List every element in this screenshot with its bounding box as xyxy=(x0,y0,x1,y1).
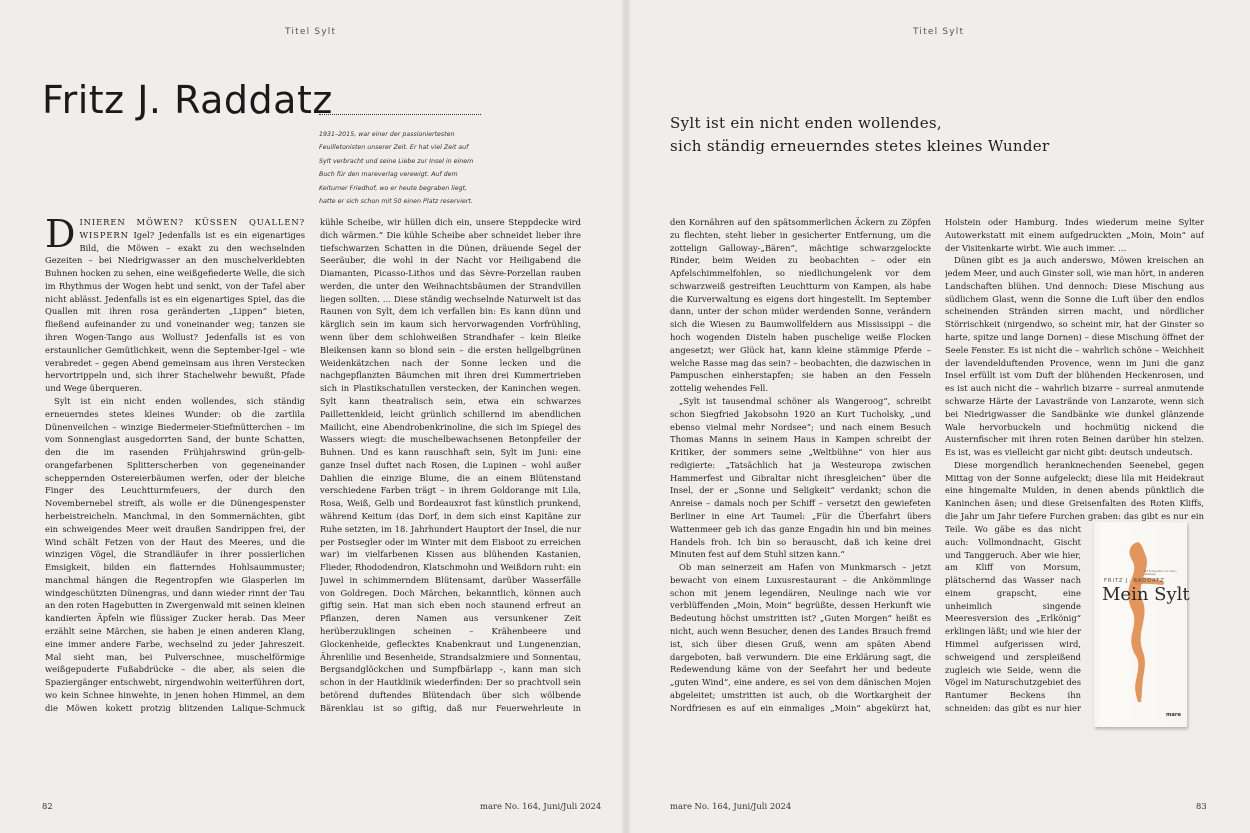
author-name: Fritz J. Raddatz xyxy=(42,78,333,122)
drop-cap: D xyxy=(45,216,76,256)
sylt-island-outline-icon xyxy=(1094,522,1187,727)
text-column-4 xyxy=(945,216,1204,522)
book-title: Mein Sylt xyxy=(1102,584,1190,605)
lead-in-caps: INIEREN MÖWEN? KÜSSEN QUALLEN? WISPERN xyxy=(79,217,305,240)
headline-line-2: sich ständig erneuerndes stetes kleines Wunder xyxy=(670,137,1050,155)
paragraph xyxy=(45,216,305,395)
headline xyxy=(670,112,1110,158)
paragraph: Ob man seinerzeit am Hafen von Munkmarsch – jetzt bewacht von einem Luxusrestaurant – die Ankömmlinge schon mit jenem legendären, Neulinge nach wie vor verblüffenden „Moin, Moin“ begrüßte, dessen Herkunft wie Bedeutung höchst umstritten ist? „Guten Morgen“ heißt es nicht, auch wenn Besucher, denen des Landes Brauch fremd ist, sich über diesen Gruß, wenn am späten Abend dargeboten, baß verwundern. Die eine Erklärung sagt, die Redewendung käme von der Seefahrt her und bedeute „guten Wind“, eine andere, es sei von dem dänischen Mojen abgeleitet; umstritten ist auch, ob die Wortkargheit der Nordfriesen es auf ein einmaliges „Moin“ abgekürzt hat, xyxy=(670,562,931,713)
paragraph: kühle Scheibe, wir hüllen dich ein, unsere Steppdecke wird dich wärmen.“ Die kühle Scheibe aber schneidet lieber ihre tiefschwarzen Schatten in die Dünen, dräuende Segel der Seeräuber, die wohl in der Nacht vor Heiligabend die Diamanten, Picasso-Lithos und das Sèvre-Porzellan rauben werden, die unter den Weihnachtsbäumen der Strandvillen liegen sollten. … Diese ständig wechselnde Naturwelt ist das Raunen von Sylt, dem ich verfallen bin: Es kann dünn und kärglich sein im kaum sich hervorwagenden Vorfrühling, wenn über dem schlohweißen Strandhafer – kein Bleike Bleikensen kann so blond sein – die ersten hellgelbgrünen Weidenkätzchen nach der Sonne lecken und die nachgepflanzten Bäumchen mit ihren drei Kummertrieben sich in Plastikschatullen verstecken, der Kaninchen wegen. Sylt kann theatralisch sein, etwa ein schwarzes Paillettenkleid, leicht grünlich schillernd im abendlichen Mailicht, eine Abendrobenkrinoline, die sich im Spiegel des Wassers wiegt: die muschelbewachsenen Betonpfeiler der Buhnen. Und es kann rauschhaft sein, Sylt im Juni: eine ganze Insel duftet nach Rosen, die Lupinen – wohl außer Dahlien die einzige Blume, die an einem Blütenstand verschiedene Farben trägt – in ihrem Goldorange mit Lila, Rosa, Weiß, Gelb und Bordeauxrot fast künstlich prunkend, während Keitum (das Dorf, in dem sich einst Kapitäne zur Ruhe setzten, im 18. Jahrhundert Hauptort der Insel, die nur per Postsegler oder im Winter mit dem Eisboot zu erreichen war) im vielfarbenen Kissen aus blühenden Kastanien, Flieder, Rhododendron, Klatschmohn und Weißdorn ruht: ein Juwel in schimmerndem Blütensamt, darüber Wasserfälle von Goldregen. Doch Märchen, bekanntlich, können auch giftig sein. Hat man sich eben noch staunend erfreut an Pflanzen, deren Namen aus versunkener Zeit herüberzuklingen scheinen – Krähenbeere und Glockenheide, geflecktes Knabenkraut und Lungenenzian, Ährenlilie und Besenheide, Strandsalzmiere und Sonnentau, Bergsandglöckchen und Sumpfbärlapp –, kann man sich schon in der Hautklinik wiederfinden: Der so prachtvoll sein betörend duftendes Blütendach über sich wölbende Bärenklau ist so giftig, daß nur Feuerwehrleute in xyxy=(320,217,581,713)
issue-line-left: mare No. 164, Juni/Juli 2024 xyxy=(480,801,602,811)
author-bio: 1931–2015, war einer der passioniertesten Feuilletonisten unserer Zeit. Er hat viel Zeit auf Sylt verbracht und seine Liebe zur Insel in einem Buch für den mareverlag verewigt. Auf dem Keitumer Friedhof, wo er heute begraben liegt, hatte er sich schon mit 50 einen Platz reserviert. xyxy=(319,114,481,208)
book-publisher-logo: mare xyxy=(1166,712,1181,718)
paragraph: „Sylt ist tausendmal schöner als Wangeroog“, schreibt schon Siegfried Jakobsohn 1920 an Kurt Tucholsky, „und ebenso vielmal mehr Nordsee“; und nach einem Besuch Thomas Manns in seinem Haus in Kampen schreibt der Kritiker, der sommers seine „Weltbühne“ von hier aus redigierte: „Tatsächlich hat ja Westeuropa zwischen Hammerfest und Gibraltar nicht ihresgleichen“ über die Insel, der er „Sonne und Seligkeit“ verdankt; schon die Anreise – damals noch per Schiff – versetzt den gewiefeten Berliner in eine Art Taumel: „Für die Überfahrt übers Wattenmeer geb ich das ganze Engadin hin und bin meines Handels froh. Ich bin so berauscht, daß ich keine drei Minuten fest auf dem Stuhl sitzen kann.“ xyxy=(670,395,931,560)
book-author: FRITZ J. RADDATZ xyxy=(1104,578,1165,584)
running-head-right: Titel Sylt xyxy=(913,27,965,37)
book-cover xyxy=(1094,522,1190,727)
text-column-1 xyxy=(45,216,305,716)
page-number-left: 82 xyxy=(42,801,53,811)
paragraph: den Kornähren auf den spätsommerlichen Äckern zu Zöpfen zu flechten, steht lieber in gesicherter Entfernung, um die zottelign Galloway-„Bären“, mächtige schwarzgelockte Rinder, beim Weiden zu beobachten – oder ein Apfelschimmelfohlen, so niedlichungelenk vor dem schwarzweiß gestreiften Leuchtturm von Kampen, als habe die Kurverwaltung es eigens dort hingestellt. Im September dann, unter der schon müder werdenden Sonne, verändern sich die Wiesen zu Baumwollfeldern aus Mississippi – die hoch wogenden Disteln haben puschelige weiße Flocken angesetzt; wer Glück hat, kann kleine stämmige Pferde – welche Rasse mag das sein? – beobachten, die dazwischen in Pampuschen einherstapfen; sie haben an den Fesseln zottelig wehendes Fell. xyxy=(670,217,931,394)
page-gutter xyxy=(622,0,630,833)
paragraph: Dünen gibt es ja auch anderswo, Möwen kreischen an jedem Meer, und auch Ginster soll, wie man hört, in anderen Landschaften blühen. Und dennoch: Diese Mischung aus südlichem Glast, wenn die Sonne die Luft über den endlos scheinenden Stränden sirren macht, und nördlicher Störrischkeit (nirgendwo, so scheint mir, hat der Ginster so harte, spitze und lange Dornen) – diese Mischung öffnet der Seele Fenster. Es ist nicht die – wahrlich schöne – Weichheit der lavendelduftenden Provence, wenn im Juni die ganz Insel erfüllt ist vom Duft der blühenden Heckenrosen, und es ist auch nicht die – wahrlich bizarre – surreal anmutende schwarze Härte der Lavastrände von Lanzarote, wenn sich bei Niedrigwasser die Sandbänke wie dunkel glänzende Wale hervorbuckeln und hochmütig nickend die Austernfischer mit ihren roten Beinen darüber hin stelzen. Es ist, was es vielleicht gar nicht gibt: deutsch undeutsch. xyxy=(945,255,1204,458)
running-head-left: Titel Sylt xyxy=(285,27,337,37)
text-column-2 xyxy=(320,216,581,716)
paragraph: Sylt ist ein nicht enden wollendes, sich ständig erneuerndes stetes kleines Wunder: ob die zartlila Dünenveilchen – winzige Biedermeier-Stiefmütterchen – im vom Sonnenglast ausgedorrten Sand, der bunte Schatten, den die im rasenden Frühjahrswind grün-gelb-orangefarbenen Splitterscherben von gegeneinander scheppernden Ostereierbäumen werfen, oder der bleiche Finger des Leuchtturmfeuers, der durch den Novembernebel streift, als wolle er die Dünengespenster herbeistreicheln. Manchmal, in den Sommernächten, gibt ein schweigendes Meer weit draußen Sandrippen frei, der Wind schält Fetzen von der Haut des Meeres, und die winzigen Vögel, die Strandläufer in ihrer possierlichen Emsigkeit, bilden ein flatterndes Hohlsaummuster; manchmal hängen die Regentropfen wie Glasperlen im windgeschützten Dünengras, und dann wieder rinnt der Tau an den roten Hagebutten in Zwergenwald mit seinen kleinen kandierten Äpfeln wie flüssiger Zucker herab. Das Meer erzählt seine Märchen, sie haben je einen anderen Klang, eine immer andere Farbe, wechselnd zu jeder Jahreszeit. Mal sieht man, bei Pulverschnee, muschelförmige weißgepuderte Fußabdrücke – die aber, als seien die Spaziergänger entschwebt, nirgendwohin weiterführen dort, wo kein Schnee hinwehte, in jenen hohen Himmel, an dem die Möwen kokett protzig blitzenden Lalique-Schmuck xyxy=(45,395,305,713)
paragraph-text: Igel? Jedenfalls ist es ein eigenartiges Bild, die Möwen – exakt zu den wechselnden Gezeiten – bei Niedrigwasser an den muschelverklebten Buhnen hocken zu sehen, eine weißgefiederte Welle, die sich im Rhythmus der Wogen hebt und senkt, von der Tafel aber nicht ablässt. Jedenfalls ist es ein eigenartiges Spiel, das die Quallen mit ihren rosa geränderten „Lippen“ bieten, fließend aufeinander zu und voneinander weg; tanzen sie ihren Wogen-Tango aus Wollust? Jedenfalls ist es von erstaunlicher Gemütlichkeit, wenn die September-Igel – wie verabredet – gegen Abend gemeinsam aus ihren Verstecken hervortrippeln und, sich ihrer Stachelwehr bewußt, Pfade und Wege überqueren. xyxy=(45,229,305,394)
paragraph: Teile. Wo gäbe es das nicht auch: Vollmondnacht, Gischt und Tanggeruch. Aber wie hier, am Kliff von Morsum, plätschernd das Wasser nach einem grapscht, eine unheimlich singende Meeresversion des „Erlkönig“ erklingen läßt; und wie hier der Himmel aufgerissen wird, schweigend und zerspleißend zugleich wie Seide, wenn die Vögel im Naturschutzgebiet des Rantumer Beckens ihn schneiden: das gibt es nur hier xyxy=(945,524,1081,713)
headline-line-1: Sylt ist ein nicht enden wollendes, xyxy=(670,114,942,132)
book-subtitle: Mit Fotografien von Karin Székessy xyxy=(1144,570,1177,577)
issue-line-right: mare No. 164, Juni/Juli 2024 xyxy=(670,801,792,811)
text-column-3 xyxy=(670,216,931,716)
paragraph: Holstein oder Hamburg. Indes wiederum meine Sylter Autowerkstatt mit einem aufgedruckten „Moin, Moin“ auf der Visitenkarte wirbt. Wie auch immer. … xyxy=(945,217,1204,253)
text-column-4-narrow xyxy=(945,523,1081,715)
page-number-right: 83 xyxy=(1196,801,1207,811)
paragraph: Diese morgendlich heranknechenden Seenebel, gegen Mittag von der Sonne aufgeleckt; diese lila mit Heidekraut eine hingemalte Mulden, in denen abends pünktlich die Kaninchen äsen; und diese Greisenfalten des Roten Kliffs, die Jahr um Jahr tiefere Furchen graben: das gibt es nur ein xyxy=(945,459,1204,521)
